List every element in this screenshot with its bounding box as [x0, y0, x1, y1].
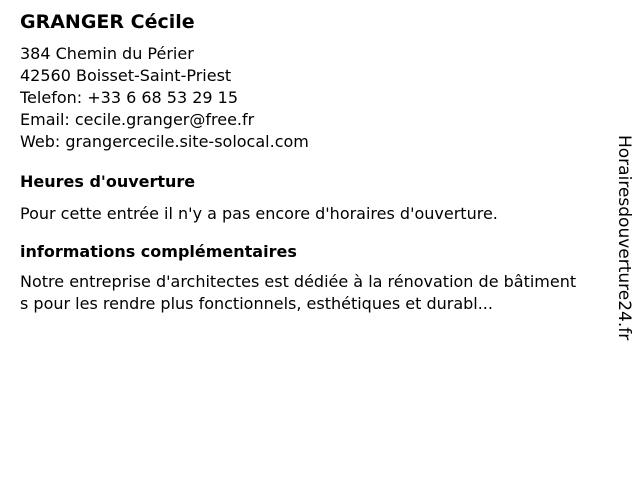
info-heading: informations complémentaires	[20, 242, 297, 261]
phone-line: Telefon: +33 6 68 53 29 15	[20, 88, 239, 107]
website-line: Web: grangercecile.site-solocal.com	[20, 132, 309, 151]
hours-text: Pour cette entrée il n'y a pas encore d'horaires d'ouverture.	[20, 204, 498, 223]
hours-heading: Heures d'ouverture	[20, 172, 196, 191]
business-name: GRANGER Cécile	[20, 11, 195, 33]
address-street: 384 Chemin du Périer	[20, 44, 194, 63]
info-text: Notre entreprise d'architectes est dédiée à la rénovation de bâtiments pour les rendre plus fonctionnels, esthétiques et durabl...	[20, 272, 577, 313]
listing-card	[20, 9, 605, 315]
site-watermark: Horairesdouverture24.fr	[614, 135, 634, 341]
address-city: 42560 Boisset-Saint-Priest	[20, 66, 232, 85]
email-line: Email: cecile.granger@free.fr	[20, 110, 255, 129]
